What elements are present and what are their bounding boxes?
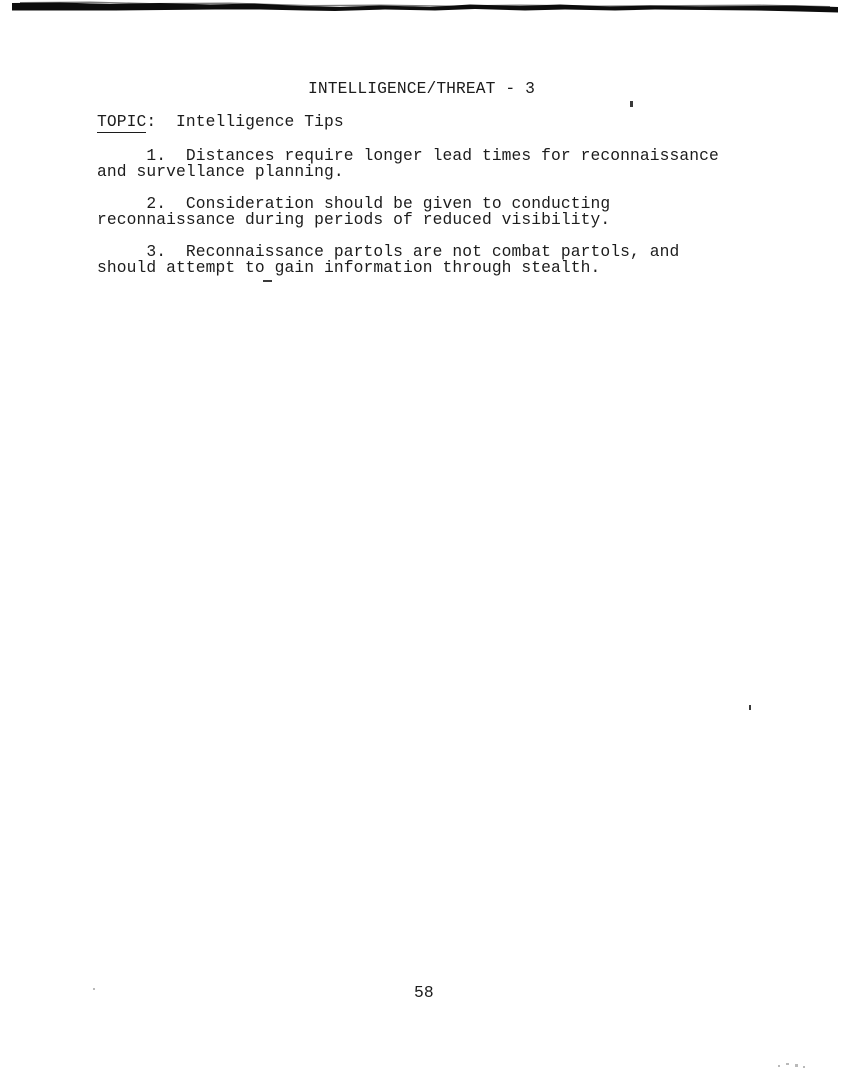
- scan-speck: [803, 1066, 805, 1068]
- paragraph-1-line-2: and survellance planning.: [97, 162, 344, 181]
- scan-speck: [778, 1065, 780, 1067]
- scan-artifact-top-bar: [0, 0, 850, 18]
- scan-speck: [263, 280, 272, 282]
- paragraph-2-line-2: reconnaissance during periods of reduced visibility.: [97, 210, 611, 229]
- topic-separator: :: [146, 112, 176, 131]
- topic-value: Intelligence Tips: [175, 112, 344, 131]
- scan-speck: [630, 101, 633, 107]
- page-number: 58: [414, 983, 434, 1002]
- paragraph-1-line-1: 1. Distances require longer lead times for reconnaissance: [97, 146, 719, 165]
- scan-speck: [795, 1064, 798, 1067]
- topic-label: TOPIC: [97, 112, 147, 131]
- scan-speck: [749, 705, 751, 710]
- topic-line: [97, 113, 344, 130]
- scan-speck: [93, 988, 95, 990]
- page-title: INTELLIGENCE/THREAT - 3: [308, 79, 536, 98]
- paragraph-3-line-2: should attempt to gain information through stealth.: [97, 258, 601, 277]
- paragraph-2-line-1: 2. Consideration should be given to conducting: [97, 194, 611, 213]
- paragraph-3-line-1: 3. Reconnaissance partols are not combat partols, and: [97, 242, 680, 261]
- scan-speck: [786, 1063, 789, 1065]
